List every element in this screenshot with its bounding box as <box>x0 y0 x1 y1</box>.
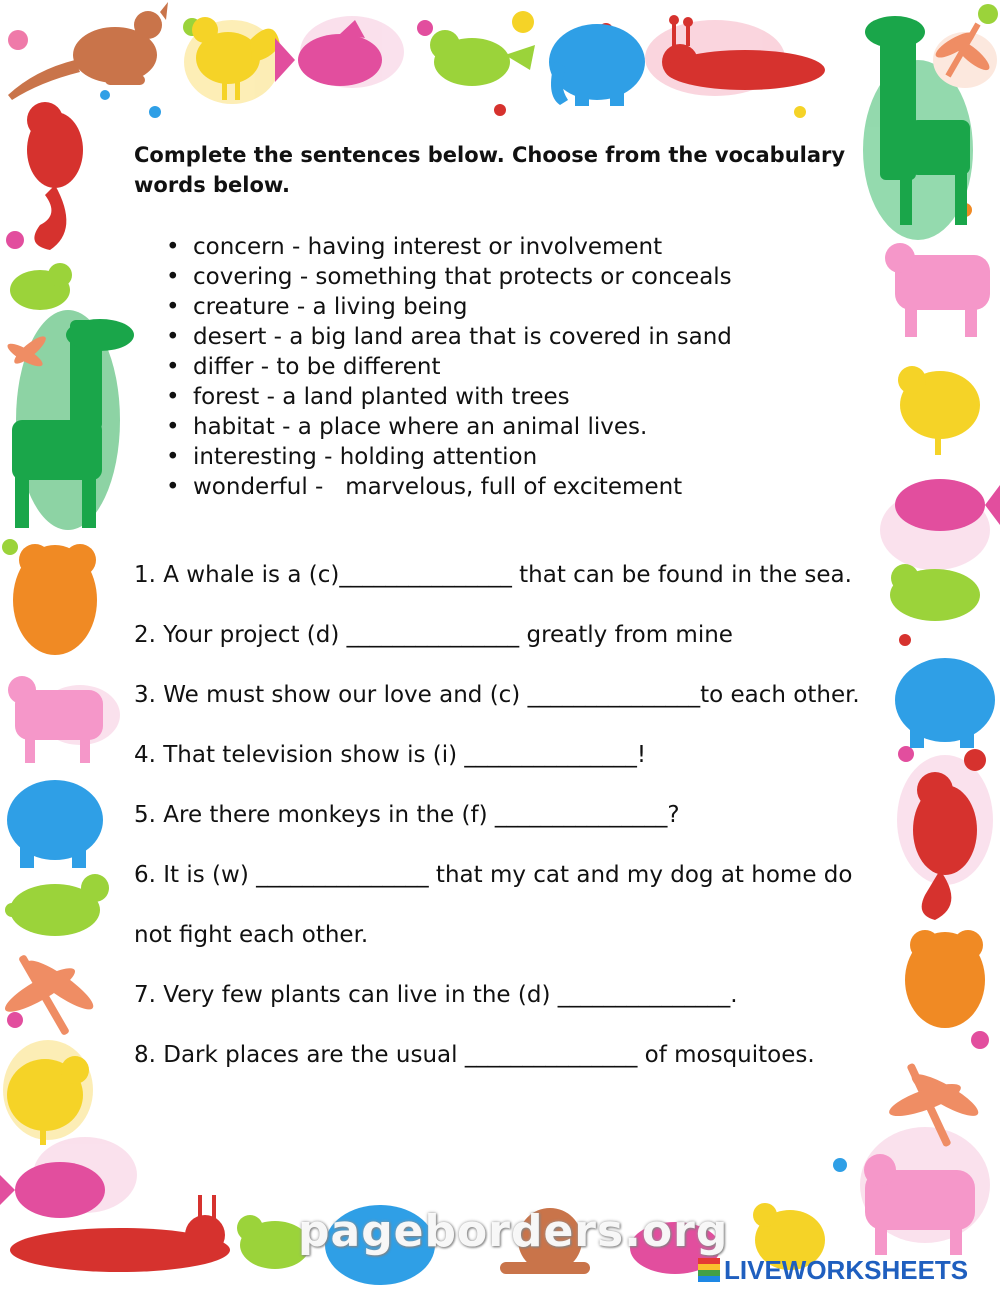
vocabulary-item <box>166 472 732 502</box>
vocabulary-item <box>166 292 732 322</box>
sentence-2[interactable]: 2. Your project (d) _______________ greatly from mine <box>134 622 733 648</box>
bullet-icon: • <box>166 324 180 350</box>
vocabulary-item-text: differ - to be different <box>193 354 441 380</box>
fish-icon <box>0 1162 105 1218</box>
bullet-icon: • <box>166 444 180 470</box>
vocabulary-item <box>166 412 732 442</box>
sentence-3[interactable]: 3. We must show our love and (c) _______________to each other. <box>134 682 860 708</box>
vocabulary-item-text: forest - a land planted with trees <box>193 384 570 410</box>
vocabulary-item <box>166 232 732 262</box>
sentence-8[interactable]: 8. Dark places are the usual _______________ of mosquitoes. <box>134 1042 815 1068</box>
vocabulary-item-text: creature - a living being <box>193 294 468 320</box>
bird-icon <box>10 874 109 936</box>
vocabulary-item <box>166 322 732 352</box>
bullet-icon: • <box>166 294 180 320</box>
elephant-icon <box>7 780 103 868</box>
bird-icon <box>10 263 72 310</box>
liveworksheets-logo-text: LIVEWORKSHEETS <box>724 1254 969 1285</box>
vocabulary-item <box>166 382 732 412</box>
bullet-icon: • <box>166 384 180 410</box>
instructions-heading: Complete the sentences below. Choose from the vocabulary words below. <box>134 143 846 197</box>
bullet-icon: • <box>166 264 180 290</box>
sentence-6-continued: not fight each other. <box>134 922 369 948</box>
vocabulary-item <box>166 352 732 382</box>
vocabulary-item-text: habitat - a place where an animal lives. <box>193 414 648 440</box>
liveworksheets-badge-icon <box>698 1258 720 1282</box>
cow-icon <box>885 243 990 337</box>
sentence-6[interactable]: 6. It is (w) _______________ that my cat and my dog at home do <box>134 862 853 888</box>
bullet-icon: • <box>166 474 180 500</box>
liveworksheets-logo <box>698 1256 968 1284</box>
sentence-5[interactable]: 5. Are there monkeys in the (f) _______________? <box>134 802 680 828</box>
koala-icon <box>13 544 97 655</box>
kangaroo-icon <box>8 2 168 100</box>
vocabulary-item-text: interesting - holding attention <box>193 444 538 470</box>
vocabulary-list <box>166 232 732 502</box>
sentence-4[interactable]: 4. That television show is (i) _______________! <box>134 742 647 768</box>
vocabulary-item-text: covering - something that protects or conceals <box>193 264 732 290</box>
bird-icon <box>430 30 535 86</box>
sentence-7[interactable]: 7. Very few plants can live in the (d) _______________. <box>134 982 738 1008</box>
sentence-1[interactable]: 1. A whale is a (c)_______________ that can be found in the sea. <box>134 562 852 588</box>
rooster-icon <box>898 366 980 455</box>
elephant-icon <box>895 658 995 748</box>
bullet-icon: • <box>166 234 180 260</box>
worksheet-content <box>134 140 904 1068</box>
watermark: pageborders.org <box>298 1206 729 1257</box>
seahorse-icon <box>27 102 83 250</box>
sentence-list <box>134 560 904 1100</box>
bullet-icon: • <box>166 414 180 440</box>
vocabulary-item <box>166 442 732 472</box>
vocabulary-item-text: wonderful - marvelous, full of excitement <box>193 474 683 500</box>
elephant-icon <box>549 24 645 106</box>
vocabulary-item <box>166 262 732 292</box>
koala-icon <box>905 930 985 1028</box>
vocabulary-item-text: concern - having interest or involvement <box>193 234 663 260</box>
vocabulary-item-text: desert - a big land area that is covered in sand <box>193 324 732 350</box>
bullet-icon: • <box>166 354 180 380</box>
